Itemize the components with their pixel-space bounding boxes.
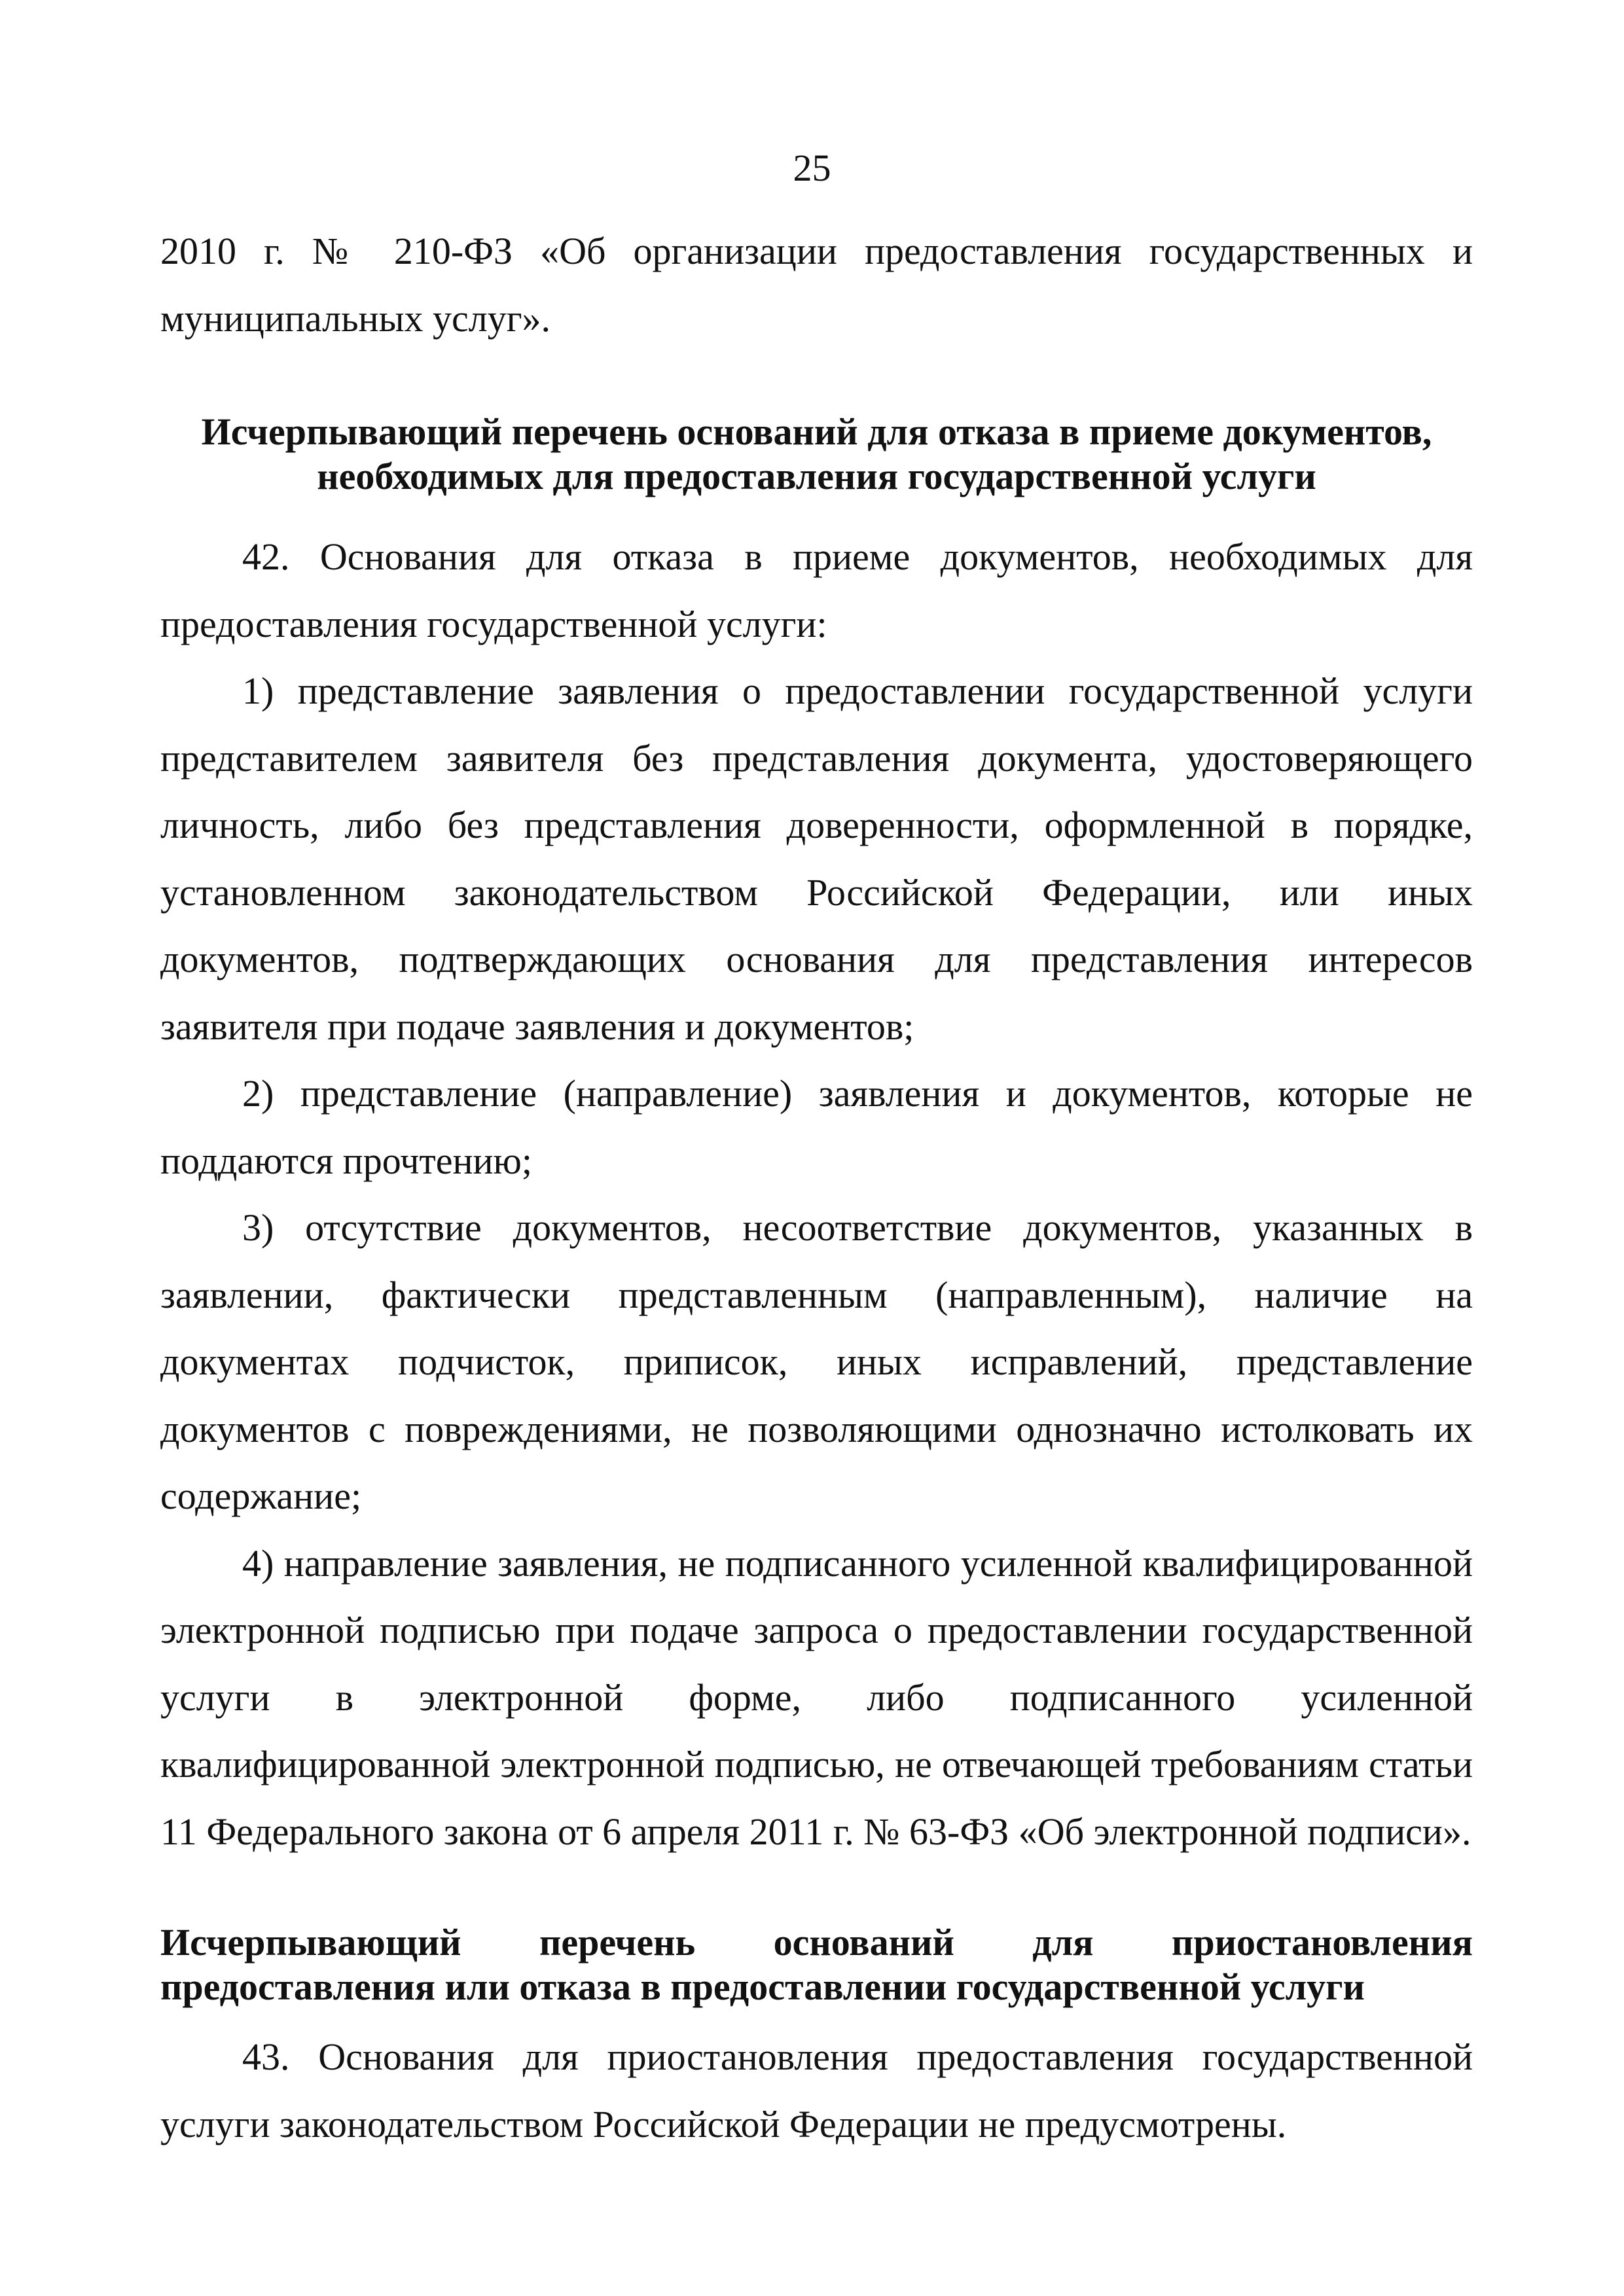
- intro-paragraph: 2010 г. № 210-ФЗ «Об организации предоставления государственных и муниципальных услуг».: [160, 230, 1473, 340]
- paragraph-42: 42. Основания для отказа в приеме документов, необходимых для предоставления государственной услуги:: [160, 535, 1473, 645]
- list-item-4: 4) направление заявления, не подписанного усиленной квалифицированной электронной подписью при подаче запроса о предоставлении государственной услуги в электронной форме, либо подписанного усиленной квалифицированной электронной подписью, не отвечающей требованиям статьи 11 Федерального закона от 6 апреля 2011 г. № 63-ФЗ «Об электронной подписи».: [160, 1541, 1473, 1853]
- list-item-2: 2) представление (направление) заявления и документов, которые не поддаются прочтению;: [160, 1072, 1473, 1182]
- list-item-1: 1) представление заявления о предоставлении государственной услуги представителем заявителя без представления документа, удостоверяющего личность, либо без представления доверенности, оформленной в порядке, установленном законодательством Российской Федерации, или иных документов, подтверждающих основания для представления интересов заявителя при подаче заявления и документов;: [160, 670, 1473, 1048]
- list-item-3: 3) отсутствие документов, несоответствие документов, указанных в заявлении, фактически представленным (направленным), наличие на документах подчисток, приписок, иных исправлений, представление документов с повреждениями, не позволяющими однозначно истолковать их содержание;: [160, 1206, 1473, 1517]
- page-number: 25: [793, 147, 831, 189]
- section-heading-refusal: Исчерпывающий перечень оснований для отказа в приеме документов, необходимых для предоставления государственной услуги: [201, 410, 1432, 497]
- section-heading-suspension: Исчерпывающий перечень оснований для приостановления предоставления или отказа в предоставлении государственной услуги: [160, 1921, 1473, 2008]
- page-content: [160, 218, 1473, 2158]
- paragraph-43: 43. Основания для приостановления предоставления государственной услуги законодательством Российской Федерации не предусмотрены.: [160, 2036, 1473, 2145]
